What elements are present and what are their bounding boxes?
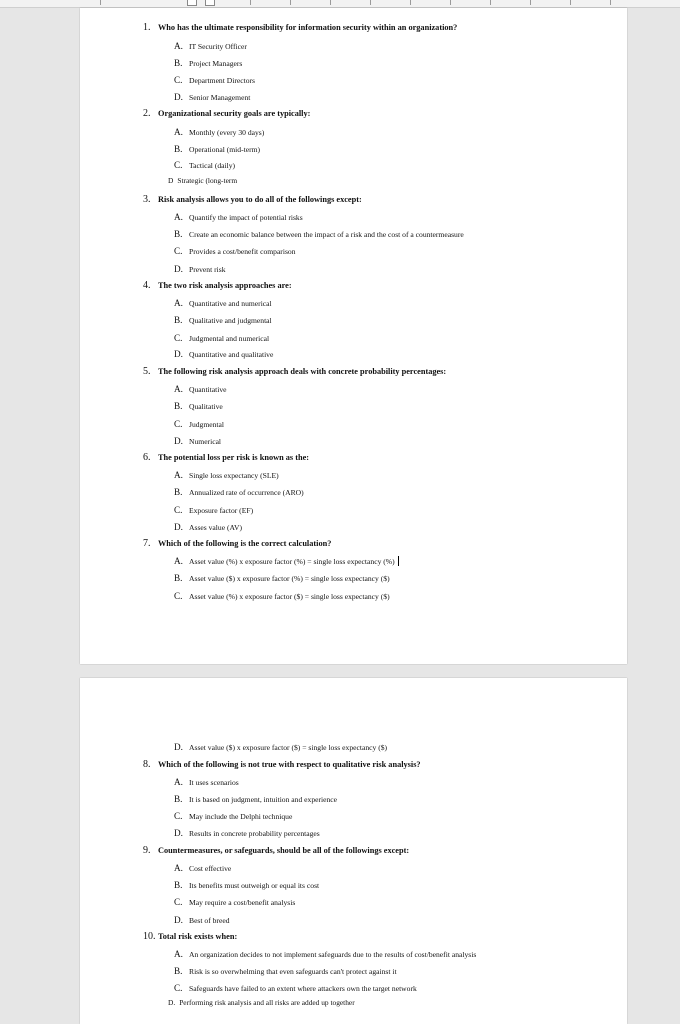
option-7c[interactable]: C. Asset value (%) x exposure factor ($) = single loss expectancy ($) [174,591,390,601]
left-indent-marker[interactable] [187,0,197,6]
question-6[interactable]: 6. The potential loss per risk is known as the: [143,452,310,463]
ruler-tick [490,0,491,5]
option-3a[interactable]: A. Quantify the impact of potential risks [174,212,303,222]
question-2[interactable]: 2. Organizational security goals are typically: [143,108,311,119]
option-7a[interactable]: A. Asset value (%) x exposure factor (%) = single loss expectancy (%) [174,556,399,566]
option-8b[interactable]: B. It is based on judgment, intuition and experience [174,794,338,804]
option-3d[interactable]: D. Prevent risk [174,264,226,274]
option-9d[interactable]: D. Best of breed [174,915,230,925]
ruler-tick [570,0,571,5]
question-1[interactable]: 1. Who has the ultimate responsibility for information security within an organization? [143,22,458,33]
option-2a[interactable]: A. Monthly (every 30 days) [174,127,265,137]
option-8d[interactable]: D. Results in concrete probability percentages [174,828,320,838]
option-5b[interactable]: B. Qualitative [174,401,223,411]
option-5a[interactable]: A. Quantitative [174,384,227,394]
document-page-2[interactable] [80,678,627,1024]
ruler-tick [330,0,331,5]
option-3b[interactable]: B. Create an economic balance between the impact of a risk and the cost of a countermeasure [174,229,464,239]
option-1d[interactable]: D. Senior Management [174,92,251,102]
ruler-tick [100,0,101,5]
option-10d[interactable]: D. Performing risk analysis and all risks are added up together [168,998,355,1007]
option-4a[interactable]: A. Quantitative and numerical [174,298,272,308]
question-8[interactable]: 8. Which of the following is not true with respect to qualitative risk analysis? [143,759,421,770]
question-3[interactable]: 3. Risk analysis allows you to do all of the followings except: [143,194,362,205]
option-2c[interactable]: C. Tactical (daily) [174,160,236,170]
option-1a[interactable]: A. IT Security Officer [174,41,247,51]
option-10c[interactable]: C. Safeguards have failed to an extent where attackers own the target network [174,983,417,993]
option-1c[interactable]: C. Department Directors [174,75,255,85]
option-8c[interactable]: C. May include the Delphi technique [174,811,293,821]
option-7b[interactable]: B. Asset value ($) x exposure factor (%) = single loss expectancy ($) [174,573,390,583]
ruler-tick [370,0,371,5]
horizontal-ruler[interactable] [0,0,680,8]
option-6d[interactable]: D. Asses value (AV) [174,522,243,532]
option-6b[interactable]: B. Annualized rate of occurrence (ARO) [174,487,304,497]
option-2b[interactable]: B. Operational (mid-term) [174,144,261,154]
option-10a[interactable]: A. An organization decides to not implement safeguards due to the results of cost/benefit analysis [174,949,477,959]
ruler-tick [450,0,451,5]
ruler-tick [410,0,411,5]
option-10b[interactable]: B. Risk is so overwhelming that even safeguards can't protect against it [174,966,397,976]
text-cursor [398,556,399,566]
option-4c[interactable]: C. Judgmental and numerical [174,333,270,343]
question-7[interactable]: 7. Which of the following is the correct calculation? [143,538,332,549]
question-9[interactable]: 9. Countermeasures, or safeguards, should be all of the followings except: [143,845,410,856]
option-9a[interactable]: A. Cost effective [174,863,232,873]
option-6a[interactable]: A. Single loss expectancy (SLE) [174,470,279,480]
question-5[interactable]: 5. The following risk analysis approach deals with concrete probability percentages: [143,366,447,377]
option-5d[interactable]: D. Numerical [174,436,222,446]
option-2d[interactable]: D Strategic (long-term [168,176,238,185]
option-4d[interactable]: D. Quantitative and qualitative [174,349,274,359]
option-5c[interactable]: C. Judgmental [174,419,225,429]
option-8a[interactable]: A. It uses scenarios [174,777,239,787]
right-indent-marker[interactable] [205,0,215,6]
ruler-tick [610,0,611,5]
option-9c[interactable]: C. May require a cost/benefit analysis [174,897,296,907]
question-4[interactable]: 4. The two risk analysis approaches are: [143,280,292,291]
option-6c[interactable]: C. Exposure factor (EF) [174,505,254,515]
ruler-tick [250,0,251,5]
ruler-tick [530,0,531,5]
option-1b[interactable]: B. Project Managers [174,58,243,68]
option-7d[interactable]: D. Asset value ($) x exposure factor ($) = single loss expectancy ($) [174,742,388,752]
option-9b[interactable]: B. Its benefits must outweigh or equal its cost [174,880,320,890]
option-3c[interactable]: C. Provides a cost/benefit comparison [174,246,296,256]
document-page-1[interactable] [80,8,627,664]
question-10[interactable]: 10. Total risk exists when: [143,931,238,942]
option-4b[interactable]: B. Qualitative and judgmental [174,315,272,325]
ruler-tick [290,0,291,5]
